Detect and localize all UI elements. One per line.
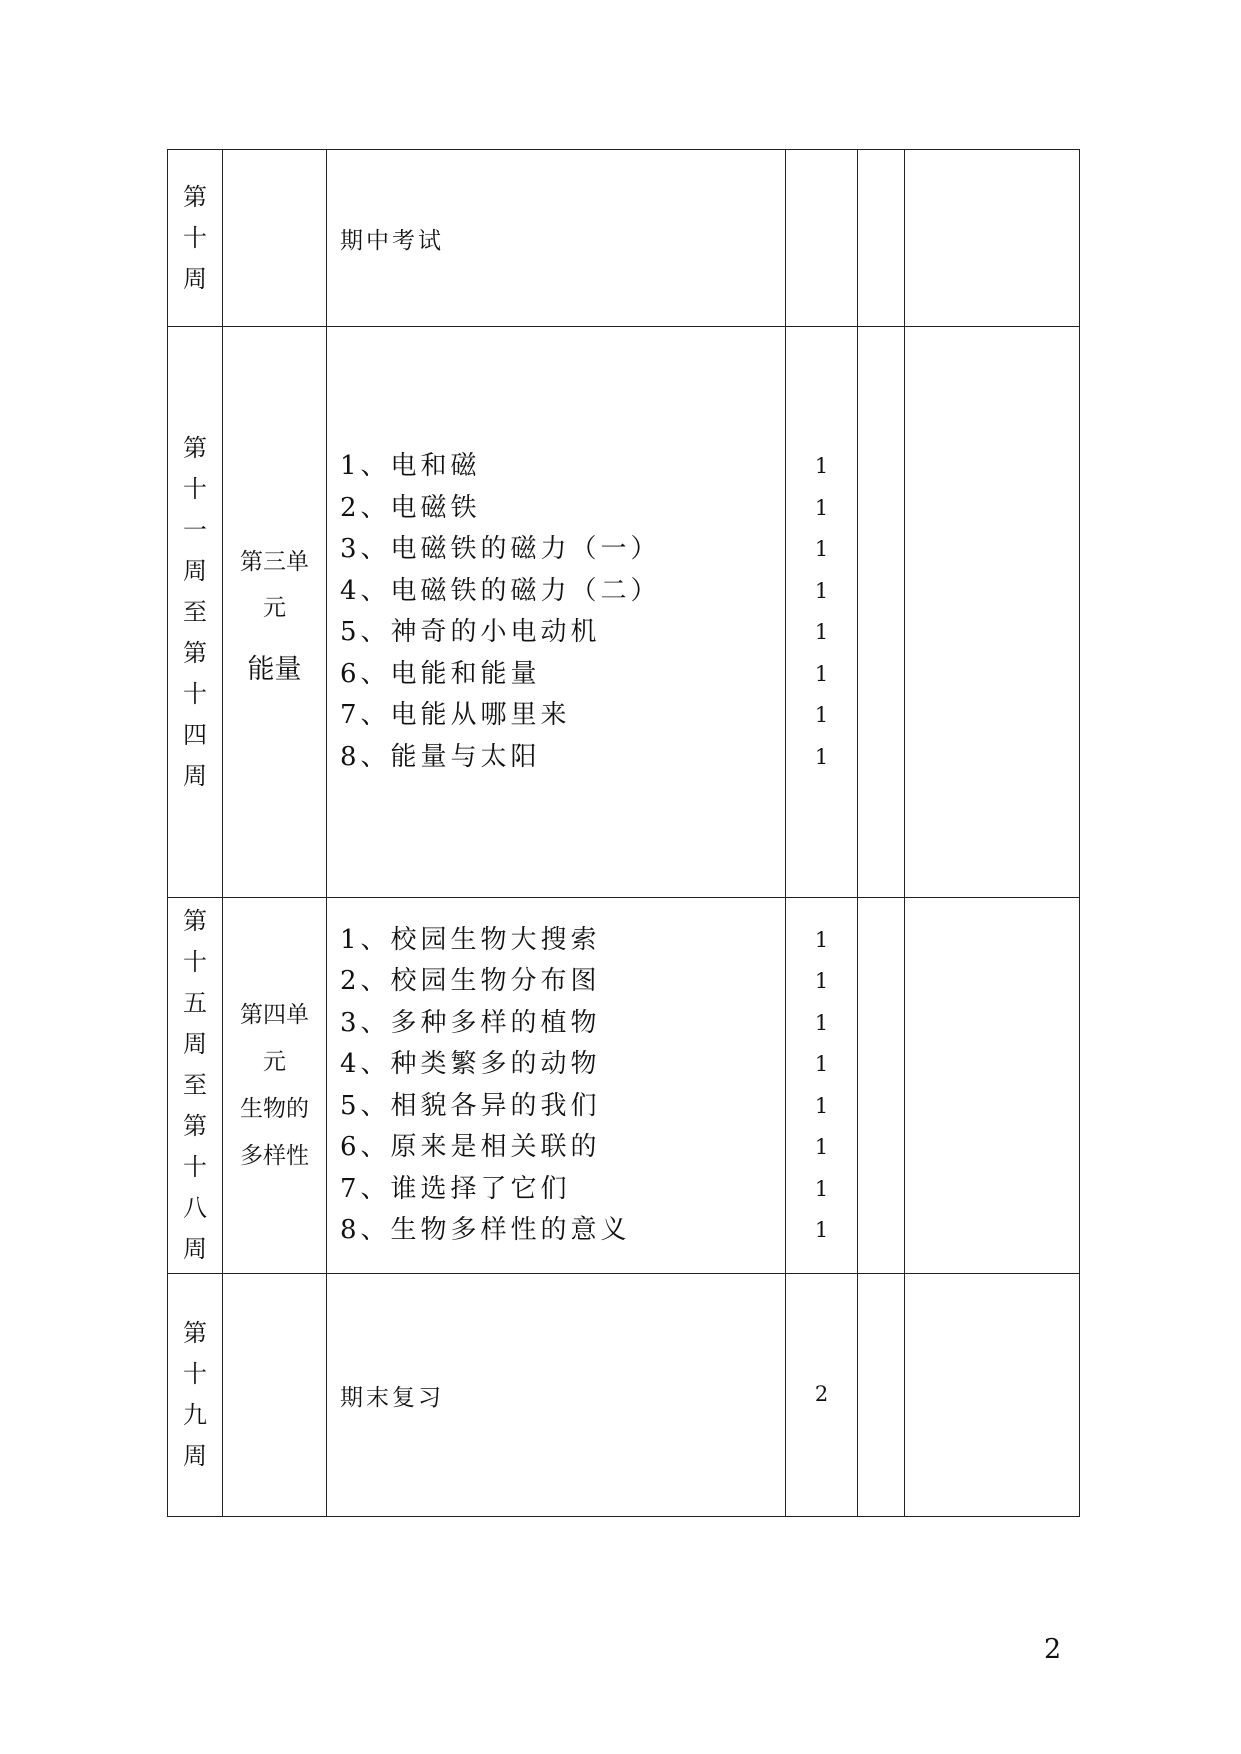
hours-value: 1 bbox=[814, 454, 829, 478]
hours-value: 1 bbox=[814, 927, 829, 952]
blank-cell bbox=[858, 898, 905, 1274]
list-item: 1、校园生物大搜索 bbox=[340, 924, 601, 955]
unit-cell bbox=[223, 327, 327, 898]
hours-value: 1 bbox=[814, 1010, 829, 1035]
unit-topic: 能量 bbox=[247, 653, 302, 685]
blank-cell bbox=[858, 327, 905, 898]
notes-cell bbox=[905, 1274, 1080, 1517]
list-item: 8、能量与太阳 bbox=[340, 741, 541, 772]
week-cell: 第 十 五 周 至 第 十 八 周 bbox=[168, 898, 223, 1274]
notes-cell bbox=[905, 898, 1080, 1274]
blank-cell bbox=[858, 150, 905, 327]
unit-cell bbox=[223, 1274, 327, 1517]
list-item: 8、生物多样性的意义 bbox=[340, 1215, 631, 1245]
list-item: 3、电磁铁的磁力（一） bbox=[340, 534, 661, 564]
notes-cell bbox=[905, 327, 1080, 898]
notes-cell bbox=[905, 150, 1080, 327]
hours-value: 1 bbox=[814, 537, 829, 561]
list-item: 5、神奇的小电动机 bbox=[340, 617, 601, 647]
list-item: 7、谁选择了它们 bbox=[340, 1173, 571, 1204]
content-cell bbox=[327, 1274, 786, 1517]
hours-value: 1 bbox=[814, 1052, 829, 1076]
table-row bbox=[168, 898, 1080, 1274]
unit-title: 元 bbox=[263, 1048, 286, 1075]
unit-title: 第四单 bbox=[240, 1001, 309, 1028]
hours-value: 1 bbox=[814, 703, 829, 727]
hours-value: 2 bbox=[814, 1382, 829, 1407]
hours-value: 1 bbox=[814, 1176, 829, 1201]
table-row bbox=[168, 150, 1080, 327]
table-row bbox=[168, 327, 1080, 898]
schedule-table bbox=[167, 149, 1080, 1517]
unit-title: 元 bbox=[263, 594, 286, 621]
hours-cell bbox=[786, 150, 858, 327]
week-cell: 第 十 一 周 至 第 十 四 周 bbox=[168, 327, 223, 898]
unit-topic: 生物的 bbox=[240, 1095, 309, 1122]
content-cell bbox=[327, 150, 786, 327]
blank-cell bbox=[858, 1274, 905, 1517]
hours-value: 1 bbox=[814, 495, 829, 520]
list-item: 5、相貌各异的我们 bbox=[340, 1090, 601, 1121]
unit-title: 第三单 bbox=[240, 548, 309, 575]
hours-value: 1 bbox=[814, 1218, 829, 1242]
hours-cell bbox=[786, 327, 858, 898]
table-row bbox=[168, 1274, 1080, 1517]
hours-value: 1 bbox=[814, 1093, 829, 1118]
unit-cell bbox=[223, 150, 327, 327]
week-cell: 第 十 周 bbox=[168, 150, 223, 327]
unit-topic: 多样性 bbox=[240, 1142, 309, 1169]
lessons-cell bbox=[327, 327, 786, 898]
list-item: 2、校园生物分布图 bbox=[340, 966, 601, 996]
week-cell: 第 十 九 周 bbox=[168, 1274, 223, 1517]
list-item: 4、电磁铁的磁力（二） bbox=[340, 575, 661, 606]
list-item: 4、种类繁多的动物 bbox=[340, 1049, 601, 1079]
hours-value: 1 bbox=[814, 661, 829, 686]
page-number: 2 bbox=[1044, 1634, 1062, 1665]
hours-value: 1 bbox=[814, 578, 829, 603]
hours-cell bbox=[786, 898, 858, 1274]
hours-value: 1 bbox=[814, 744, 829, 769]
hours-value: 1 bbox=[814, 620, 829, 644]
list-item: 6、原来是相关联的 bbox=[340, 1132, 601, 1162]
list-item: 3、多种多样的植物 bbox=[340, 1007, 601, 1038]
list-item: 6、电能和能量 bbox=[340, 658, 541, 689]
hours-cell bbox=[786, 1274, 858, 1517]
lessons-cell bbox=[327, 898, 786, 1274]
content-label: 期末复习 bbox=[340, 1384, 444, 1411]
content-label: 期中考试 bbox=[340, 227, 444, 254]
list-item: 7、电能从哪里来 bbox=[340, 700, 571, 730]
list-item: 2、电磁铁 bbox=[340, 492, 481, 523]
hours-value: 1 bbox=[814, 1135, 829, 1159]
hours-value: 1 bbox=[814, 969, 829, 993]
list-item: 1、电和磁 bbox=[340, 451, 481, 481]
unit-cell bbox=[223, 898, 327, 1274]
